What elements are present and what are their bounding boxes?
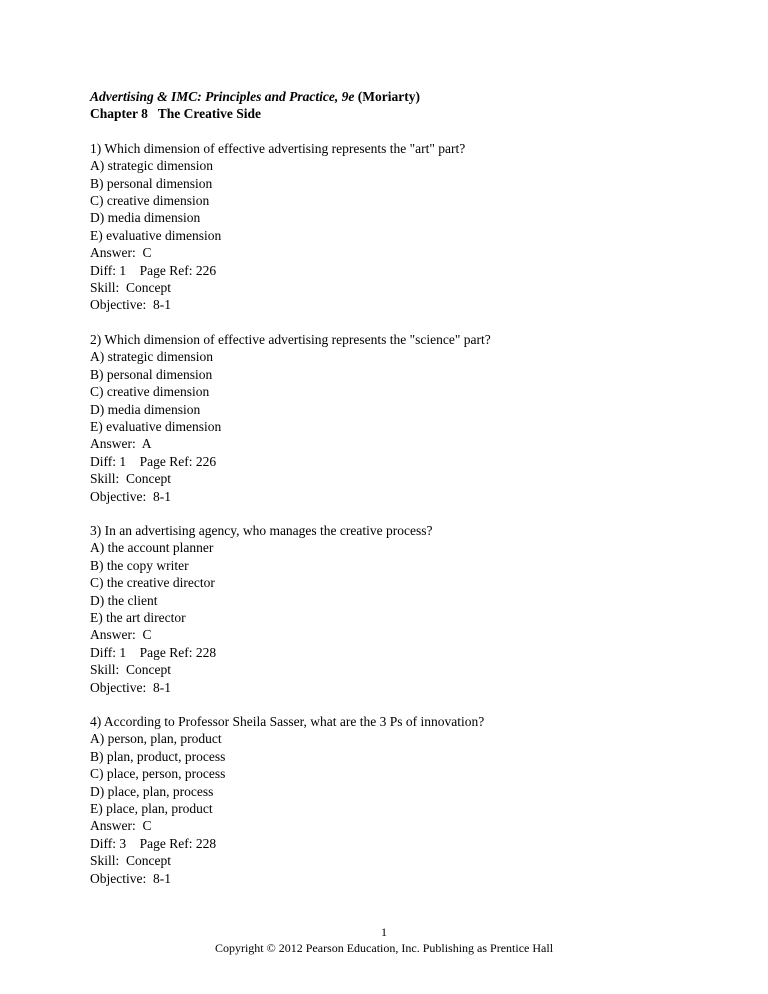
question-block-3 <box>90 522 708 696</box>
answer-option-e: E) the art director <box>90 609 186 625</box>
answer-line: Answer: C <box>90 627 152 643</box>
book-title-italic: Advertising & IMC: Principles and Practice, 9e <box>90 89 355 104</box>
question-stem: 4) According to Professor Sheila Sasser, what are the 3 Ps of innovation? <box>90 714 485 729</box>
answer-option-d: D) media dimension <box>90 401 201 417</box>
question-stem: 2) Which dimension of effective advertising represents the "science" part? <box>90 331 491 347</box>
objective-line: Objective: 8-1 <box>90 679 171 695</box>
answer-option-c: C) the creative director <box>90 575 215 591</box>
answer-line: Answer: C <box>90 818 152 834</box>
skill-line: Skill: Concept <box>90 853 171 869</box>
diff-page-ref-line: Diff: 1 Page Ref: 228 <box>90 644 217 660</box>
answer-option-e: E) evaluative dimension <box>90 227 222 243</box>
objective-line: Objective: 8-1 <box>90 870 171 886</box>
answer-option-b: B) the copy writer <box>90 557 189 573</box>
answer-option-c: C) creative dimension <box>90 384 210 400</box>
answer-option-a: A) strategic dimension <box>90 349 213 365</box>
answer-option-c: C) creative dimension <box>90 193 210 209</box>
objective-line: Objective: 8-1 <box>90 297 171 313</box>
answer-option-d: D) place, plan, process <box>90 783 214 799</box>
document-header <box>90 88 708 123</box>
skill-line: Skill: Concept <box>90 662 171 678</box>
book-title-author: (Moriarty) <box>354 89 420 104</box>
diff-page-ref-line: Diff: 3 Page Ref: 228 <box>90 835 217 851</box>
copyright-line: Copyright © 2012 Pearson Education, Inc. Publishing as Prentice Hall <box>214 941 554 955</box>
book-title-line <box>90 88 708 105</box>
answer-option-e: E) evaluative dimension <box>90 418 222 434</box>
answer-option-b: B) personal dimension <box>90 175 213 191</box>
answer-option-b: B) plan, product, process <box>90 748 226 764</box>
answer-line: Answer: C <box>90 245 152 261</box>
objective-line: Objective: 8-1 <box>90 488 171 504</box>
answer-option-c: C) place, person, process <box>90 766 226 782</box>
chapter-title: Chapter 8 The Creative Side <box>90 106 261 122</box>
answer-option-d: D) media dimension <box>90 210 201 226</box>
page-number: 1 <box>381 925 387 939</box>
question-stem: 3) In an advertising agency, who manages the creative process? <box>90 522 433 538</box>
question-block-4 <box>90 713 708 887</box>
diff-page-ref-line: Diff: 1 Page Ref: 226 <box>90 453 217 469</box>
answer-option-a: A) strategic dimension <box>90 158 213 174</box>
question-block-1 <box>90 140 708 314</box>
answer-option-a: A) the account planner <box>90 540 214 556</box>
page-footer <box>0 924 768 956</box>
diff-page-ref-line: Diff: 1 Page Ref: 226 <box>90 262 217 278</box>
answer-option-e: E) place, plan, product <box>90 801 213 817</box>
answer-line: Answer: A <box>90 436 152 452</box>
answer-option-d: D) the client <box>90 592 158 608</box>
question-stem: 1) Which dimension of effective advertising represents the "art" part? <box>90 140 466 156</box>
skill-line: Skill: Concept <box>90 280 171 296</box>
answer-option-a: A) person, plan, product <box>90 731 222 747</box>
answer-option-b: B) personal dimension <box>90 366 213 382</box>
question-block-2 <box>90 331 708 505</box>
skill-line: Skill: Concept <box>90 471 171 487</box>
